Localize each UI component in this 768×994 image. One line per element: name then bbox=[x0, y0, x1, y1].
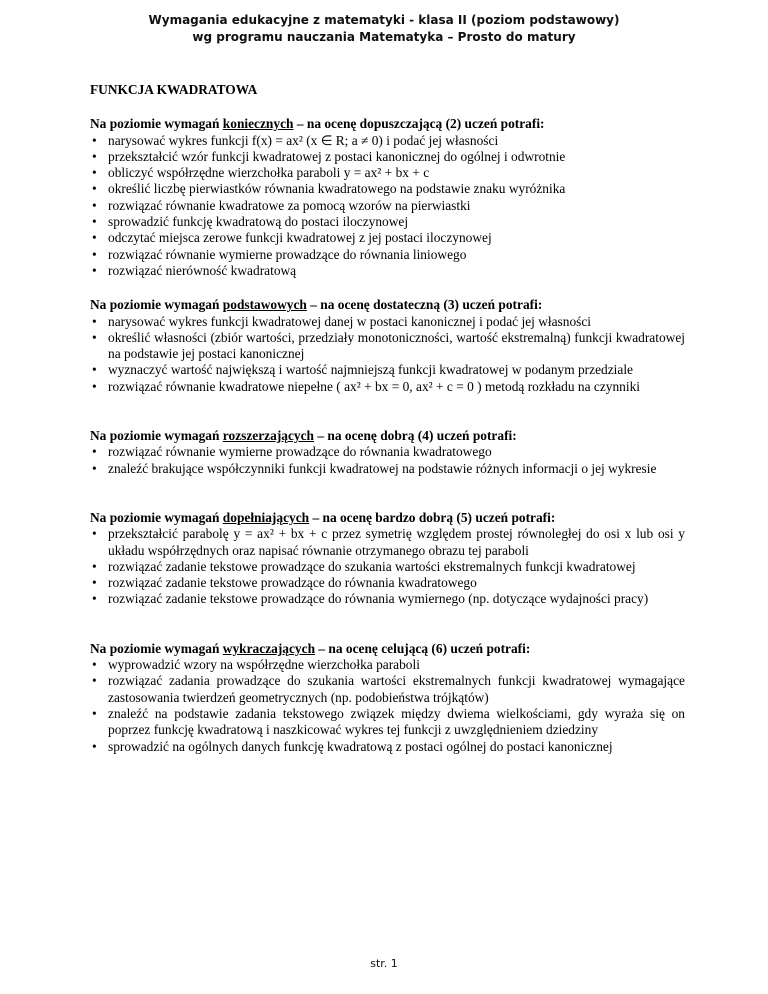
list-item: • określić liczbę pierwiastków równania kwadratowego na podstawie znaku wyróżnika bbox=[90, 181, 685, 197]
header-line-1: Wymagania edukacyjne z matematyki - klasa II (poziom podstawowy) bbox=[148, 13, 620, 27]
requirement-list bbox=[90, 133, 685, 280]
list-item: • sprowadzić funkcję kwadratową do postaci iloczynowej bbox=[90, 214, 685, 230]
section-podstawowych bbox=[90, 297, 685, 395]
section-heading: Na poziomie wymagań wykraczających – na ocenę celującą (6) uczeń potrafi: bbox=[90, 640, 531, 656]
list-item: • rozwiązać równanie wymierne prowadzące do równania kwadratowego bbox=[90, 444, 685, 460]
list-item: • narysować wykres funkcji kwadratowej danej w postaci kanonicznej i podać jej własności bbox=[90, 314, 685, 330]
list-item: • rozwiązać równanie kwadratowe za pomocą wzorów na pierwiastki bbox=[90, 198, 685, 214]
list-item: • znaleźć na podstawie zadania tekstowego związek między dwiema wielkościami, gdy wyraża się on poprzez funkcję kwadratową i naszkicować wykres tej funkcji z uwzględnieniem dziedziny bbox=[90, 706, 685, 739]
header-line-2: wg programu nauczania Matematyka – Prosto do matury bbox=[192, 30, 576, 44]
requirement-list bbox=[90, 314, 685, 395]
list-item: • określić własności (zbiór wartości, przedziały monotoniczności, wartość ekstremalną) funkcji kwadratowej na podstawie jej postaci kanonicznej bbox=[90, 330, 685, 363]
page-header bbox=[0, 12, 768, 46]
list-item: • znaleźć brakujące współczynniki funkcji kwadratowej na podstawie różnych informacji o jej wykresie bbox=[90, 461, 685, 477]
list-item: • rozwiązać równanie kwadratowe niepełne ( ax² + bx = 0, ax² + c = 0 ) metodą rozkładu na czynniki bbox=[90, 379, 685, 395]
document-body bbox=[90, 82, 685, 755]
list-item: • rozwiązać zadania prowadzące do szukania wartości ekstremalnych funkcji kwadratowej wymagające zastosowania twierdzeń geometrycznych (np. podobieństwa trójkątów) bbox=[90, 673, 685, 706]
document-title: FUNKCJA KWADRATOWA bbox=[90, 82, 258, 97]
section-heading: Na poziomie wymagań podstawowych – na ocenę dostateczną (3) uczeń potrafi: bbox=[90, 297, 543, 313]
list-item: • narysować wykres funkcji f(x) = ax² (x ∈ R; a ≠ 0) i podać jej własności bbox=[90, 133, 685, 149]
section-heading: Na poziomie wymagań rozszerzających – na ocenę dobrą (4) uczeń potrafi: bbox=[90, 428, 517, 444]
section-wykraczajacych bbox=[90, 641, 685, 755]
page-number: str. 1 bbox=[370, 957, 398, 970]
requirement-list bbox=[90, 526, 685, 607]
list-item: • wyprowadzić wzory na współrzędne wierzchołka paraboli bbox=[90, 657, 685, 673]
list-item: • przekształcić parabolę y = ax² + bx + c przez symetrię względem prostej równoległej do osi x lub osi y układu współrzędnych oraz napisać równanie otrzymanego obrazu tej paraboli bbox=[90, 526, 685, 559]
list-item: • rozwiązać zadanie tekstowe prowadzące do równania wymiernego (np. dotyczące wydajności pracy) bbox=[90, 591, 685, 607]
section-koniecznych bbox=[90, 116, 685, 279]
list-item: • sprowadzić na ogólnych danych funkcję kwadratową z postaci ogólnej do postaci kanonicznej bbox=[90, 739, 685, 755]
list-item: • odczytać miejsca zerowe funkcji kwadratowej z jej postaci iloczynowej bbox=[90, 230, 685, 246]
list-item: • obliczyć współrzędne wierzchołka paraboli y = ax² + bx + c bbox=[90, 165, 685, 181]
list-item: • rozwiązać zadanie tekstowe prowadzące do szukania wartości ekstremalnych funkcji kwadratowej bbox=[90, 559, 685, 575]
section-heading: Na poziomie wymagań koniecznych – na ocenę dopuszczającą (2) uczeń potrafi: bbox=[90, 116, 545, 132]
section-dopelniajacych bbox=[90, 510, 685, 608]
requirement-list bbox=[90, 657, 685, 755]
list-item: • rozwiązać równanie wymierne prowadzące do równania liniowego bbox=[90, 247, 685, 263]
section-heading: Na poziomie wymagań dopełniających – na ocenę bardzo dobrą (5) uczeń potrafi: bbox=[90, 509, 556, 525]
section-rozszerzajacych bbox=[90, 428, 685, 477]
requirement-list bbox=[90, 444, 685, 477]
list-item: • rozwiązać zadanie tekstowe prowadzące do równania kwadratowego bbox=[90, 575, 685, 591]
list-item: • przekształcić wzór funkcji kwadratowej z postaci kanonicznej do ogólnej i odwrotnie bbox=[90, 149, 685, 165]
list-item: • rozwiązać nierówność kwadratową bbox=[90, 263, 685, 279]
list-item: • wyznaczyć wartość największą i wartość najmniejszą funkcji kwadratowej w podanym przedziale bbox=[90, 362, 685, 378]
